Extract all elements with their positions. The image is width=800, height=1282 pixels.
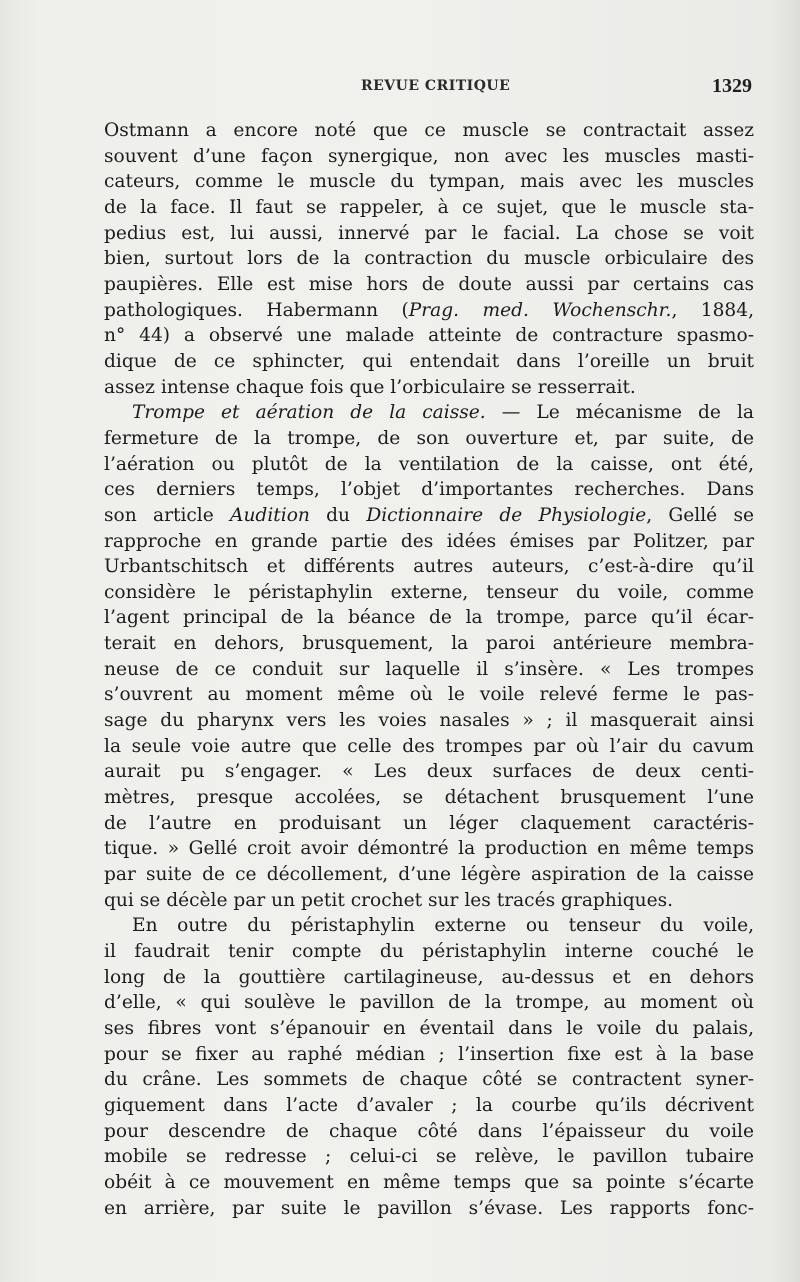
- text-run: , 1884,: [671, 299, 754, 321]
- text-line: en arrière, par suite le pavillon s’évase. Les rapports fonc-: [104, 1197, 754, 1219]
- text-line: la seule voie autre que celle des trompes par où l’air du cavum: [104, 735, 754, 757]
- body-text: [104, 118, 754, 1221]
- text-line: cateurs, comme le muscle du tympan, mais avec les muscles: [104, 171, 754, 193]
- text-line: aurait pu s’engager. « Les deux surfaces de deux centi-: [104, 761, 754, 783]
- text-line: bien, surtout lors de la contraction du muscle orbiculaire des: [104, 248, 754, 270]
- text-line: mètres, presque accolées, se détachent brusquement l’une: [104, 787, 754, 809]
- text-line: neuse de ce conduit sur laquelle il s’insère. « Les trompes: [104, 658, 754, 680]
- text-line: pour se fixer au raphé médian ; l’insertion fixe est à la base: [104, 1043, 754, 1065]
- text-line: En outre du péristaphylin externe ou tenseur du voile,: [132, 915, 754, 937]
- text-line: d’elle, « qui soulève le pavillon de la trompe, au moment où: [104, 992, 754, 1014]
- text-line: souvent d’une façon synergique, non avec les muscles masti-: [104, 145, 754, 167]
- text-line: considère le péristaphylin externe, tenseur du voile, comme: [104, 581, 754, 603]
- text-line: Urbantschitsch et différents autres auteurs, c’est-à-dire qu’il: [104, 556, 754, 578]
- text-line: tique. » Gellé croit avoir démontré la production en même temps: [104, 838, 754, 860]
- text-line: il faudrait tenir compte du péristaphylin interne couché le: [104, 941, 754, 962]
- text-line: terait en dehors, brusquement, la paroi antérieure membra-: [104, 633, 754, 655]
- text-line: n° 44) a observé une malade atteinte de contracture spasmo-: [104, 325, 754, 347]
- section-heading-line: [104, 400, 754, 426]
- page-header: [0, 75, 800, 102]
- text-line: par suite de ce décollement, d’une légère aspiration de la caisse: [104, 864, 754, 886]
- text-line: s’ouvrent au moment même où le voile relevé ferme le pas-: [104, 684, 754, 706]
- text-run: son article: [104, 504, 231, 526]
- text-run: du: [309, 504, 367, 526]
- text-line: de la face. Il faut se rappeler, à ce sujet, que le muscle sta-: [104, 196, 754, 218]
- text-line: ces derniers temps, l’objet d’importantes recherches. Dans: [104, 479, 754, 501]
- page-number: 1329: [712, 75, 752, 97]
- text-line: rapproche en grande partie des idées émises par Politzer, par: [104, 530, 754, 552]
- text-line: fermeture de la trompe, de son ouverture et, par suite, de: [104, 427, 754, 449]
- text-line: mobile se redresse ; celui-ci se relève, le pavillon tubaire: [104, 1146, 754, 1168]
- text-line: assez intense chaque fois que l’orbiculaire se resserrait.: [104, 376, 636, 398]
- text-line: de l’autre en produisant un léger claquement caractéris-: [104, 812, 754, 834]
- running-title: REVUE CRITIQUE: [361, 78, 511, 94]
- dictionary-title: Dictionnaire de Physiologie: [366, 504, 647, 526]
- text-line: [104, 503, 754, 529]
- text-line: obéit à ce mouvement en même temps que sa pointe s’écarte: [104, 1171, 754, 1193]
- text-line: pedius est, lui aussi, innervé par le facial. La chose se voit: [104, 222, 754, 244]
- text-line: du crâne. Les sommets de chaque côté se contractent syner-: [104, 1069, 754, 1091]
- text-line: Ostmann a encore noté que ce muscle se contractait assez: [104, 120, 754, 141]
- section-heading: Trompe et aération de la caisse.: [132, 402, 486, 424]
- text-line: ses fibres vont s’épanouir en éventail dans le voile du palais,: [104, 1017, 754, 1039]
- journal-citation: Prag. med. Wochenschr.: [408, 299, 672, 321]
- text-run: pathologiques. Habermann (: [104, 299, 409, 321]
- text-run: , Gellé se: [646, 504, 755, 526]
- text-run: — Le mécanisme de la: [485, 402, 754, 424]
- text-line: dique de ce sphincter, qui entendait dans l’oreille un bruit: [104, 350, 754, 372]
- text-line: paupières. Elle est mise hors de doute aussi par certains cas: [104, 273, 754, 295]
- article-title: Audition: [230, 504, 310, 526]
- text-line: sage du pharynx vers les voies nasales » ; il masquerait ainsi: [104, 710, 754, 732]
- text-line: pour descendre de chaque côté dans l’épaisseur du voile: [104, 1120, 754, 1142]
- text-line: qui se décèle par un petit crochet sur les tracés graphiques.: [104, 889, 674, 911]
- text-line: l’aération ou plutôt de la ventilation de la caisse, ont été,: [104, 453, 754, 475]
- text-line: l’agent principal de la béance de la trompe, parce qu’il écar-: [104, 607, 754, 629]
- text-line: giquement dans l’acte d’avaler ; la courbe qu’ils décrivent: [104, 1094, 754, 1116]
- text-line: long de la gouttière cartilagineuse, au-dessus et en dehors: [104, 966, 754, 988]
- text-line: [104, 298, 754, 324]
